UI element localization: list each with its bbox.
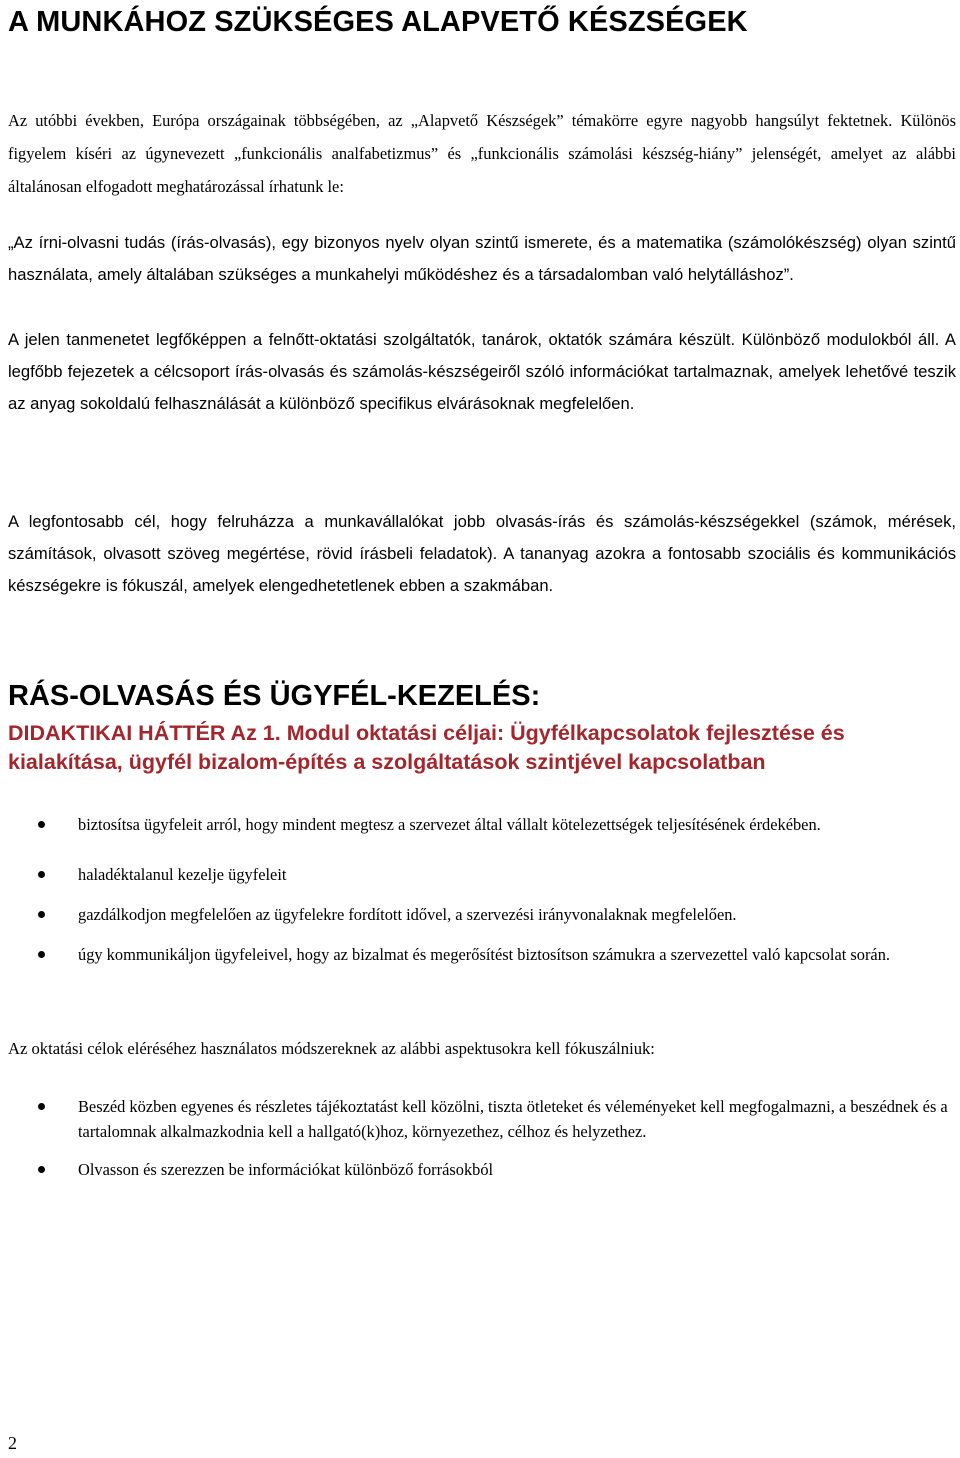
methods-list xyxy=(0,1094,960,1182)
list-item xyxy=(0,902,960,927)
list-item-text: haladéktalanul kezelje ügyfeleit xyxy=(78,865,287,884)
list-item xyxy=(0,1094,960,1144)
curriculum-paragraph: A jelen tanmenetet legfőképpen a felnőtt-oktatási szolgáltatók, tanárok, oktatók számára készült. Különböző modulokból áll. A legfőbb fejezetek a célcsoport írás-olvasás és számolás-készségeiről szóló információkat tartalmaznak, amelyek lehetővé teszik az anyag sokoldalú felhasználását a különböző specifikus elvárásoknak megfelelően. xyxy=(8,330,956,413)
page-title: A MUNKÁHOZ SZÜKSÉGES ALAPVETŐ KÉSZSÉGEK xyxy=(8,6,748,38)
definition-quote: „Az írni-olvasni tudás (írás-olvasás), egy bizonyos nyelv olyan szintű ismerete, és a matematika (számolókészség) olyan szintű használata, amely általában szükséges a munkahelyi működéshez és a társadalomban való helytálláshoz”. xyxy=(8,233,956,284)
list-item xyxy=(0,942,960,967)
methods-intro: Az oktatási célok eléréséhez használatos módszereknek az alábbi aspektusokra kell fókuszálniuk: xyxy=(8,1039,655,1058)
bullet-icon xyxy=(38,1103,45,1110)
goal-paragraph: A legfontosabb cél, hogy felruházza a munkavállalókat jobb olvasás-írás és számolás-készségekkel (számok, mérések, számítások, olvasott szöveg megértése, rövid írásbeli feladatok). A tananyag azokra a fontosabb szociális és kommunikációs készségekre is fókuszál, amelyek elengedhetetlenek ebben a szakmában. xyxy=(8,512,956,595)
bullet-icon xyxy=(38,821,45,828)
section-subtitle: DIDAKTIKAI HÁTTÉR Az 1. Modul oktatási céljai: Ügyfélkapcsolatok fejlesztése és kialakítása, ügyfél bizalom-építés a szolgáltatások szintjével kapcsolatban xyxy=(8,721,845,774)
bullet-icon xyxy=(38,1166,45,1173)
goals-list xyxy=(0,812,960,967)
list-item-text: gazdálkodjon megfelelően az ügyfelekre fordított idővel, a szervezési irányvonalaknak megfelelően. xyxy=(78,905,737,924)
list-item xyxy=(0,812,960,837)
list-item-text: úgy kommunikáljon ügyfeleivel, hogy az bizalmat és megerősítést biztosítson számukra a szervezettel való kapcsolat során. xyxy=(78,945,891,964)
list-item-text: Beszéd közben egyenes és részletes tájékoztatást kell közölni, tiszta ötleteket és véleményeket kell megfogalmazni, a beszédnek és a tartalomnak alkalmazkodnia kell a hallgató(k)hoz, környezethez, célhoz és helyzethez. xyxy=(78,1097,948,1141)
page-number: 2 xyxy=(8,1433,17,1453)
section-title: RÁS-OLVASÁS ÉS ÜGYFÉL-KEZELÉS: xyxy=(8,680,541,712)
list-item-text: Olvasson és szerezzen be információkat különböző forrásokból xyxy=(78,1160,494,1179)
list-item-text: biztosítsa ügyfeleit arról, hogy mindent megtesz a szervezet által vállalt kötelezettségek teljesítésének érdekében. xyxy=(78,815,821,834)
bullet-icon xyxy=(38,951,45,958)
bullet-icon xyxy=(38,871,45,878)
list-item xyxy=(0,1157,960,1182)
list-item xyxy=(0,862,960,887)
intro-paragraph: Az utóbbi években, Európa országainak többségében, az „Alapvető Készségek” témakörre egyre nagyobb hangsúlyt fektetnek. Különös figyelem kíséri az úgynevezett „funkcionális analfabetizmus” és „funkcionális számolási készség-hiány” jelenségét, amelyet az alábbi általánosan elfogadott meghatározással írhatunk le: xyxy=(8,111,956,196)
bullet-icon xyxy=(38,911,45,918)
